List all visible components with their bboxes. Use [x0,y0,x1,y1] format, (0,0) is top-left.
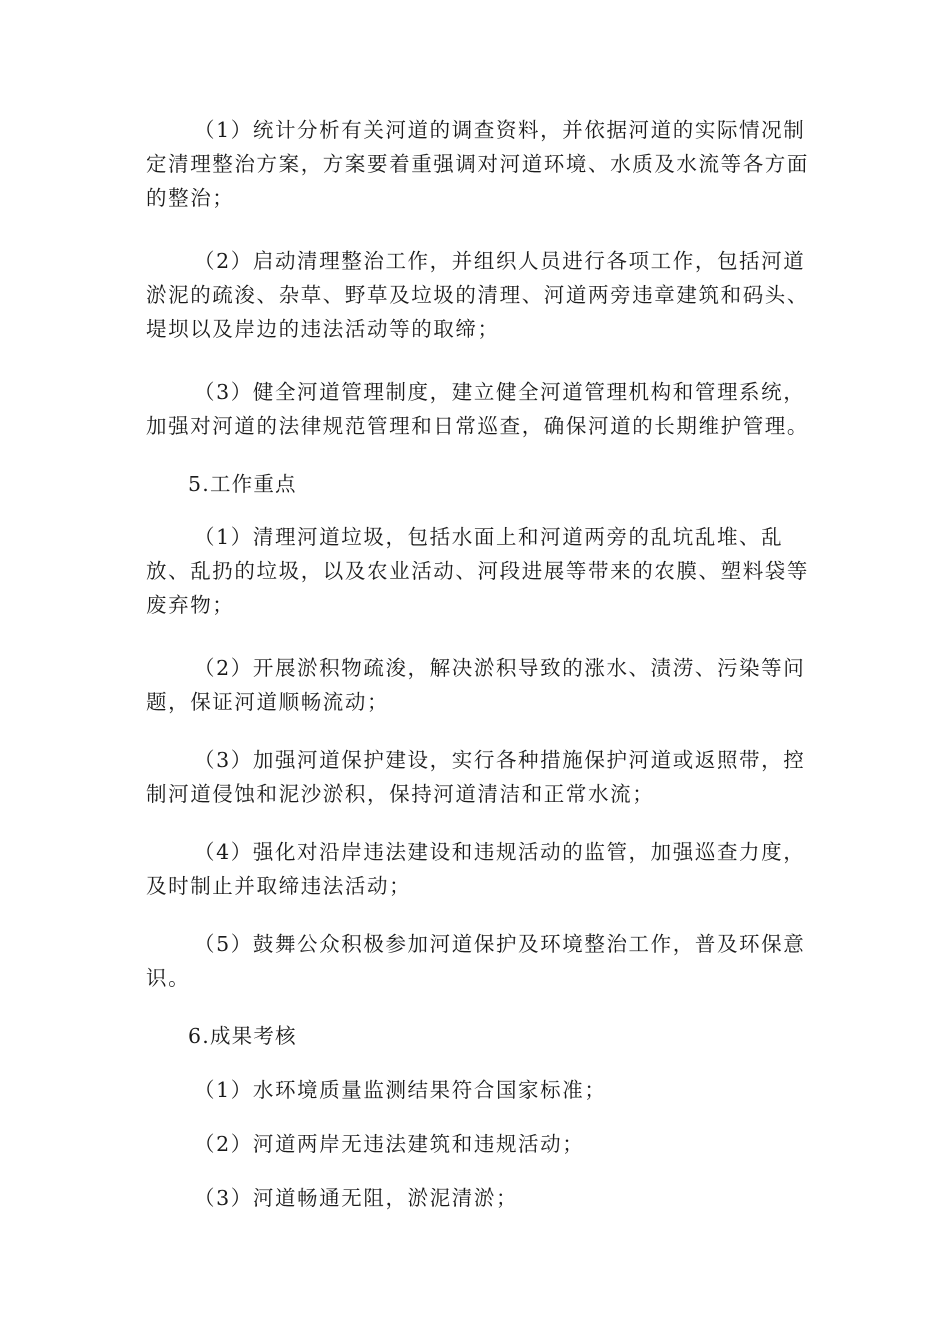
section4-item-3: （3）健全河道管理制度，建立健全河道管理机构和管理系统，加强对河道的法律规范管理和日常巡查，确保河道的长期维护管理。 [146,380,809,438]
section5-item-2: （2）开展淤积物疏浚，解决淤积导致的涨水、渍涝、污染等问题，保证河道顺畅流动； [146,656,806,714]
section5-item-1: （1）清理河道垃圾，包括水面上和河道两旁的乱坑乱堆、乱放、乱扔的垃圾，以及农业活动、河段进展等带来的农膜、塑料袋等废弃物； [146,525,809,617]
section4-item-2: （2）启动清理整治工作，并组织人员进行各项工作，包括河道淤泥的疏浚、杂草、野草及垃圾的清理、河道两旁违章建筑和码头、堤坝以及岸边的违法活动等的取缔； [146,249,809,341]
section6-item-2: （2）河道两岸无违法建筑和违规活动； [194,1132,585,1156]
section6-heading: 6.成果考核 [188,1024,297,1048]
section5-heading: 5.工作重点 [188,472,297,496]
section5-item-5: （5）鼓舞公众积极参加河道保护及环境整治工作，普及环保意识。 [146,932,806,990]
section5-item-3: （3）加强河道保护建设，实行各种措施保护河道或返照带，控制河道侵蚀和泥沙淤积，保持河道清洁和正常水流； [146,748,806,806]
section6-item-3: （3）河道畅通无阻，淤泥清淤； [194,1186,519,1210]
section5-item-4: （4）强化对沿岸违法建设和违规活动的监管，加强巡查力度，及时制止并取缔违法活动； [146,840,806,898]
section6-item-1: （1）水环境质量监测结果符合国家标准； [194,1078,607,1102]
section4-item-1: （1）统计分析有关河道的调查资料，并依据河道的实际情况制定清理整治方案，方案要着重强调对河道环境、水质及水流等各方面的整治； [146,118,809,210]
